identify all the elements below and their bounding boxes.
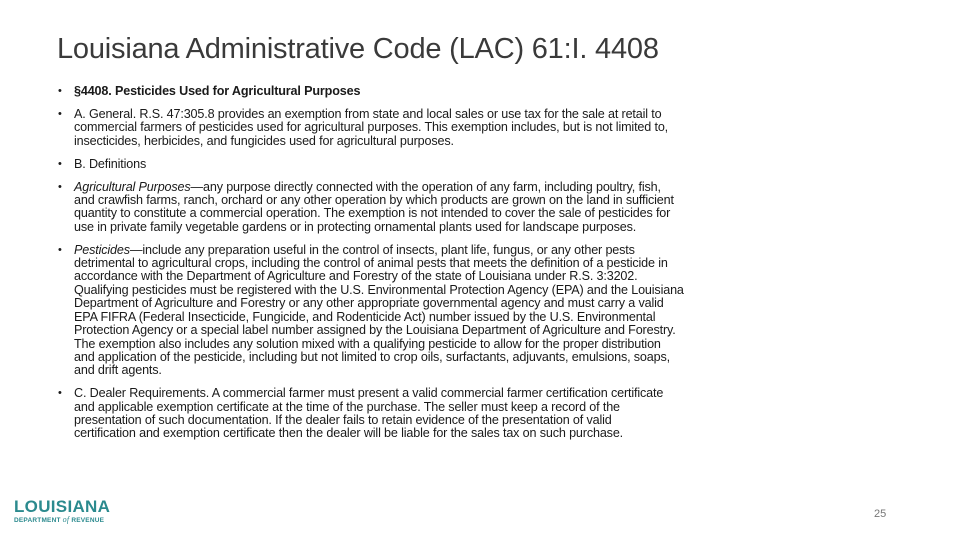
bullet-item <box>58 244 838 378</box>
bullet-item <box>58 387 838 441</box>
bullet-line: detrimental to agricultural crops, including the control of animal pests that meets the definition of a pesticide in <box>74 256 668 271</box>
defined-term: Agricultural Purposes <box>74 179 191 194</box>
bullet-line: commercial farmers of pesticides used for agricultural purposes. This exemption includes, but is not limited to, <box>74 120 669 135</box>
bullet-line <box>74 244 838 257</box>
bullet-line <box>74 181 838 194</box>
bullet-line: B. Definitions <box>74 156 147 171</box>
bullet-item <box>58 181 838 235</box>
logo-main: LOUISIANA <box>14 497 111 516</box>
louisiana-revenue-logo <box>14 498 110 526</box>
bullet-line: A. General. R.S. 47:305.8 provides an exemption from state and local sales or use tax for the sale at retail to <box>74 106 662 121</box>
bullet-item <box>58 108 838 148</box>
logo-sub <box>14 515 110 526</box>
bullet-list <box>58 85 838 450</box>
bullet-line: Protection Agency or a special label number assigned by the Louisiana Department of Agriculture and Forestry. <box>74 323 676 338</box>
slide-title: Louisiana Administrative Code (LAC) 61:I. 4408 <box>57 33 659 65</box>
bullet-line: §4408. Pesticides Used for Agricultural Purposes <box>74 84 361 98</box>
bullet-line: and drift agents. <box>74 363 162 378</box>
bullet-line: The exemption also includes any solution mixed with a qualifying pesticide to allow for the proper distribution <box>74 336 661 351</box>
definition-text: —include any preparation useful in the control of insects, plant life, fungus, or any other pests <box>129 242 635 257</box>
bullet-item <box>58 85 838 98</box>
bullet-line: accordance with the Department of Agriculture and Forestry of the state of Louisiana under R.S. 3:3202. <box>74 269 638 284</box>
bullet-icon: • <box>58 387 62 400</box>
bullet-line: Qualifying pesticides must be registered with the U.S. Environmental Protection Agency (EPA) and the Louisiana <box>74 282 684 297</box>
logo-sub-a: DEPARTMENT <box>14 517 61 524</box>
bullet-icon: • <box>58 243 62 256</box>
definition-text: —any purpose directly connected with the operation of any farm, including poultry, fish, <box>190 179 661 194</box>
bullet-item <box>58 158 838 171</box>
bullet-line: quantity to constitute a commercial operation. The exemption is not intended to cover the sale of pesticides for <box>74 206 671 221</box>
bullet-line: C. Dealer Requirements. A commercial farmer must present a valid commercial farmer certification certificate <box>74 386 664 401</box>
bullet-line: and applicable exemption certificate at the time of the purchase. The seller must keep a record of the <box>74 399 620 414</box>
logo-sub-b: REVENUE <box>71 517 105 524</box>
bullet-line: certification and exemption certificate then the dealer will be liable for the sales tax on such purchase. <box>74 426 624 441</box>
bullet-icon: • <box>58 107 62 120</box>
bullet-line: EPA FIFRA (Federal Insecticide, Fungicide, and Rodenticide Act) number issued by the U.S. Environmental <box>74 309 656 324</box>
defined-term: Pesticides <box>74 242 130 257</box>
bullet-icon: • <box>58 180 62 193</box>
bullet-line: and application of the pesticide, including but not limited to crop oils, surfactants, adjuvants, emulsions, soaps, <box>74 349 670 364</box>
bullet-line: use in private family vegetable gardens or in protecting ornamental plants used for landscape purposes. <box>74 219 637 234</box>
bullet-icon: • <box>58 85 62 97</box>
bullet-line: presentation of such documentation. If the dealer fails to retain evidence of the presentation of valid <box>74 413 612 428</box>
bullet-line: insecticides, herbicides, and fungicides used for agricultural purposes. <box>74 133 454 148</box>
page-number: 25 <box>874 508 887 520</box>
bullet-icon: • <box>58 157 62 170</box>
bullet-line: Department of Agriculture and Forestry or any other appropriate governmental agency and must carry a valid <box>74 296 664 311</box>
logo-sub-of: of <box>62 515 70 524</box>
bullet-line: and crawfish farms, ranch, orchard or any other operation by which products are grown on the land in sufficient <box>74 192 674 207</box>
